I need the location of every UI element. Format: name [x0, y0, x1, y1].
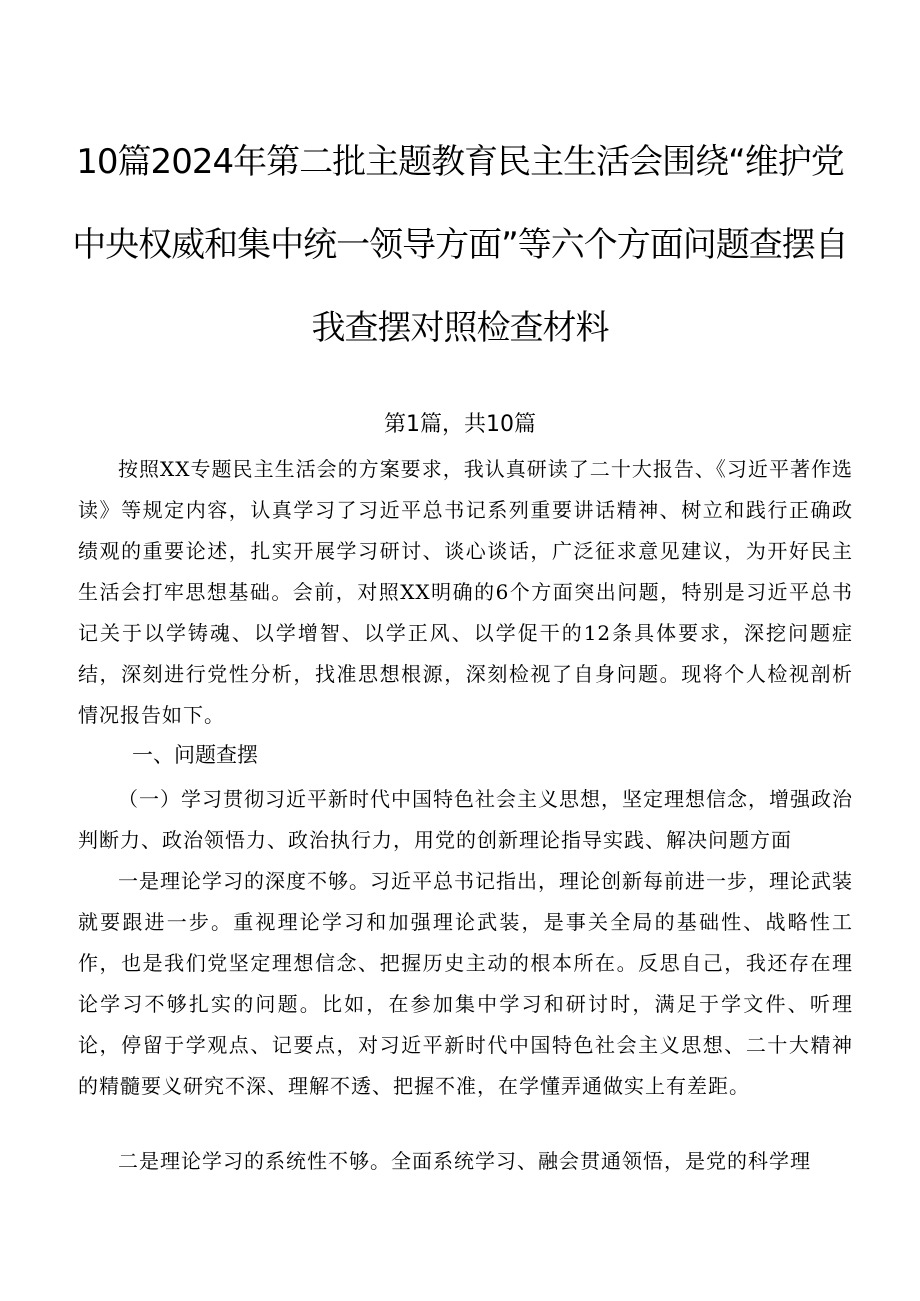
section-heading: 一、问题查摆: [132, 743, 258, 767]
article-counter: 第1篇，共10篇: [384, 412, 536, 437]
body-paragraph: 一是理论学习的深度不够。习近平总书记指出，理论创新每前进一步，理论武装就要跟进一步。重视理论学习和加强理论武装，是事关全局的基础性、战略性工作，也是我们党坚定理想信念、把握历史主动的根本所在。反思自己，我还存在理论学习不够扎实的问题。比如，在参加集中学习和研讨时，满足于学文件、听理论，停留于学观点、记要点，对习近平新时代中国特色社会主义思想、二十大精神的精髓要义研究不深、理解不透、把握不准，在学懂弄通做实上有差距。: [78, 869, 853, 1098]
document-title-line-2: 中央权威和集中统一领导方面”等六个方面问题查摆自: [72, 225, 848, 265]
subsection-heading-paragraph: （一）学习贯彻习近平新时代中国特色社会主义思想，坚定理想信念，增强政治判断力、政治领悟力、政治执行力，用党的创新理论指导实践、解决问题方面: [78, 787, 853, 852]
document-title-line-1: 10篇2024年第二批主题教育民主生活会围绕“维护党: [76, 142, 844, 182]
body-paragraph: 二是理论学习的系统性不够。全面系统学习、融会贯通领悟，是党的科学理: [118, 1149, 811, 1173]
document-title-line-3: 我查摆对照检查材料: [311, 308, 609, 348]
intro-paragraph: 按照XX专题民主生活会的方案要求，我认真研读了二十大报告、《习近平著作选读》等规定内容，认真学习了习近平总书记系列重要讲话精神、树立和践行正确政绩观的重要论述，扎实开展学习研讨、谈心谈话，广泛征求意见建议，为开好民主生活会打牢思想基础。会前，对照XX明确的6个方面突出问题，特别是习近平总书记关于以学铸魂、以学增智、以学正风、以学促干的12条具体要求，深挖问题症结，深刻进行党性分析，找准思想根源，深刻检视了自身问题。现将个人检视剖析情况报告如下。: [78, 457, 853, 727]
